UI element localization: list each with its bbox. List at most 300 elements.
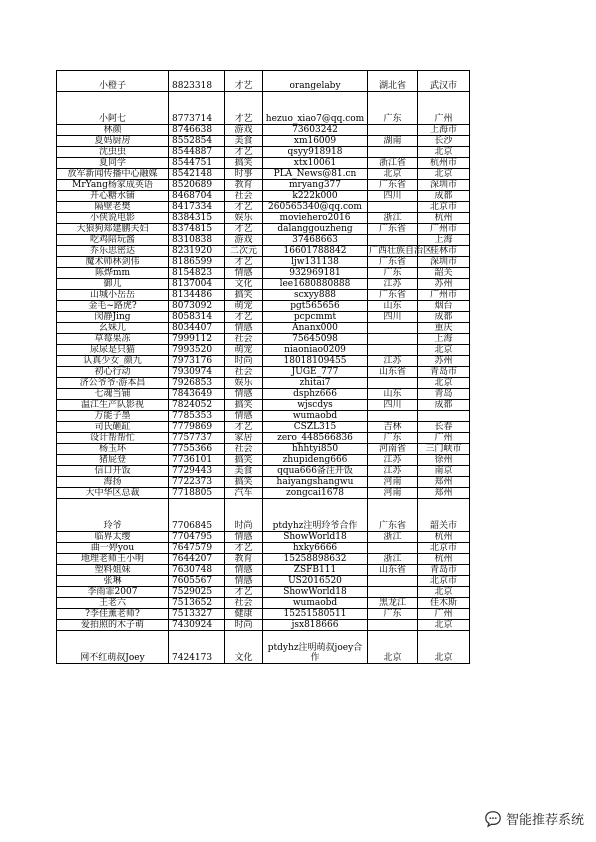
table-row bbox=[57, 125, 470, 136]
name-cell: 金毛~路虎? bbox=[57, 301, 169, 312]
name-cell: 沈虫虫 bbox=[57, 147, 169, 158]
id-cell: 7736101 bbox=[169, 455, 225, 466]
name-cell: 杨玉环 bbox=[57, 444, 169, 455]
province-cell: 四川 bbox=[368, 191, 418, 202]
id-cell: 8374815 bbox=[169, 224, 225, 235]
contact-cell: 932969181 bbox=[263, 268, 368, 279]
category-cell: 萌宠 bbox=[225, 301, 263, 312]
city-cell bbox=[418, 411, 470, 422]
city-cell: 成都 bbox=[418, 191, 470, 202]
city-cell: 北京 bbox=[418, 620, 470, 631]
id-cell: 8823318 bbox=[169, 71, 225, 92]
contact-cell: CSZL315 bbox=[263, 422, 368, 433]
name-cell: 初心行动 bbox=[57, 367, 169, 378]
city-cell: 成都 bbox=[418, 312, 470, 323]
province-cell bbox=[368, 323, 418, 334]
id-cell: 7973176 bbox=[169, 356, 225, 367]
name-cell: 温江生产队影视 bbox=[57, 400, 169, 411]
city-cell: 三门峡市 bbox=[418, 444, 470, 455]
contact-cell: scxyy888 bbox=[263, 290, 368, 301]
category-cell: 教育 bbox=[225, 180, 263, 191]
chat-bubble-icon bbox=[484, 810, 502, 828]
id-cell: 8384315 bbox=[169, 213, 225, 224]
table-row bbox=[57, 543, 470, 554]
category-cell: 才艺 bbox=[225, 312, 263, 323]
name-cell: 李雨霏2007 bbox=[57, 587, 169, 598]
province-cell: 黑龙江 bbox=[368, 598, 418, 609]
contact-cell: ptdyhz注明玲爷合作 bbox=[263, 499, 368, 532]
city-cell: 杭州市 bbox=[418, 158, 470, 169]
name-cell: 王老六 bbox=[57, 598, 169, 609]
category-cell: 文化 bbox=[225, 279, 263, 290]
province-cell: 四川 bbox=[368, 312, 418, 323]
contact-cell: k222k000 bbox=[263, 191, 368, 202]
table-row bbox=[57, 92, 470, 125]
contact-cell: 75645098 bbox=[263, 334, 368, 345]
city-cell: 苏州 bbox=[418, 356, 470, 367]
category-cell: 萌宠 bbox=[225, 345, 263, 356]
id-cell: 8544887 bbox=[169, 147, 225, 158]
city-cell: 长春 bbox=[418, 422, 470, 433]
id-cell: 7630748 bbox=[169, 565, 225, 576]
city-cell: 北京 bbox=[418, 587, 470, 598]
name-cell: 七魂当铺 bbox=[57, 389, 169, 400]
id-cell: 7785353 bbox=[169, 411, 225, 422]
contact-cell: wumaobd bbox=[263, 411, 368, 422]
province-cell bbox=[368, 235, 418, 246]
name-cell: 小橙子 bbox=[57, 71, 169, 92]
category-cell: 情感 bbox=[225, 268, 263, 279]
contact-cell: 37468663 bbox=[263, 235, 368, 246]
id-cell: 7993520 bbox=[169, 345, 225, 356]
id-cell: 7999112 bbox=[169, 334, 225, 345]
city-cell: 广州 bbox=[418, 92, 470, 125]
table-row bbox=[57, 422, 470, 433]
contact-cell: 18018109455 bbox=[263, 356, 368, 367]
contact-cell: pgt565656 bbox=[263, 301, 368, 312]
contact-cell: qsyy918918 bbox=[263, 147, 368, 158]
category-cell: 才艺 bbox=[225, 587, 263, 598]
id-cell: 7779869 bbox=[169, 422, 225, 433]
name-cell: 闵静Jing bbox=[57, 312, 169, 323]
table-row bbox=[57, 301, 470, 312]
name-cell: 海扬 bbox=[57, 477, 169, 488]
contact-cell: xm16009 bbox=[263, 136, 368, 147]
category-cell: 时事 bbox=[225, 169, 263, 180]
name-cell: 放军新闻传播中心融媒 bbox=[57, 169, 169, 180]
province-cell: 河南 bbox=[368, 488, 418, 499]
name-cell: 大中华区总裁 bbox=[57, 488, 169, 499]
category-cell: 教育 bbox=[225, 554, 263, 565]
city-cell: 徐州 bbox=[418, 455, 470, 466]
table-row bbox=[57, 378, 470, 389]
name-cell: 尿尿是只猫 bbox=[57, 345, 169, 356]
category-cell: 搞笑 bbox=[225, 477, 263, 488]
province-cell: 北京 bbox=[368, 631, 418, 664]
province-cell: 湖南 bbox=[368, 136, 418, 147]
province-cell bbox=[368, 334, 418, 345]
category-cell: 才艺 bbox=[225, 71, 263, 92]
id-cell: 8137004 bbox=[169, 279, 225, 290]
contact-cell: zongcai1678 bbox=[263, 488, 368, 499]
city-cell: 北京 bbox=[418, 378, 470, 389]
id-cell: 8073092 bbox=[169, 301, 225, 312]
province-cell: 江苏 bbox=[368, 279, 418, 290]
table-row bbox=[57, 312, 470, 323]
city-cell: 桂林市 bbox=[418, 246, 470, 257]
table-row bbox=[57, 235, 470, 246]
id-cell: 7722373 bbox=[169, 477, 225, 488]
table-row bbox=[57, 565, 470, 576]
name-cell: 认真少女_颜九 bbox=[57, 356, 169, 367]
city-cell: 长沙 bbox=[418, 136, 470, 147]
contact-cell: hxky6666 bbox=[263, 543, 368, 554]
id-cell: 8746638 bbox=[169, 125, 225, 136]
table-row bbox=[57, 455, 470, 466]
category-cell: 美食 bbox=[225, 136, 263, 147]
name-cell: 猪屁登 bbox=[57, 455, 169, 466]
province-cell bbox=[368, 587, 418, 598]
province-cell: 江苏 bbox=[368, 356, 418, 367]
city-cell: 杭州 bbox=[418, 213, 470, 224]
name-cell: 临界太缨 bbox=[57, 532, 169, 543]
category-cell: 时尚 bbox=[225, 356, 263, 367]
table-row bbox=[57, 554, 470, 565]
province-cell: 江苏 bbox=[368, 455, 418, 466]
table-row bbox=[57, 631, 470, 664]
id-cell: 7824052 bbox=[169, 400, 225, 411]
id-cell: 7843649 bbox=[169, 389, 225, 400]
city-cell: 郑州 bbox=[418, 477, 470, 488]
category-cell: 才艺 bbox=[225, 257, 263, 268]
name-cell: 小侠说电影 bbox=[57, 213, 169, 224]
city-cell: 上海 bbox=[418, 334, 470, 345]
id-cell: 8154823 bbox=[169, 268, 225, 279]
table-row bbox=[57, 499, 470, 532]
contact-cell: JUGE_777 bbox=[263, 367, 368, 378]
contact-cell: 73603242 bbox=[263, 125, 368, 136]
contact-cell: mryang377 bbox=[263, 180, 368, 191]
table-row bbox=[57, 290, 470, 301]
table-row bbox=[57, 598, 470, 609]
id-cell: 8544751 bbox=[169, 158, 225, 169]
city-cell: 青岛 bbox=[418, 389, 470, 400]
name-cell: 地理老师王小明 bbox=[57, 554, 169, 565]
category-cell: 情感 bbox=[225, 389, 263, 400]
city-cell: 北京 bbox=[418, 345, 470, 356]
category-cell: 才艺 bbox=[225, 224, 263, 235]
category-cell: 才艺 bbox=[225, 92, 263, 125]
id-cell: 8058314 bbox=[169, 312, 225, 323]
province-cell: 四川 bbox=[368, 400, 418, 411]
name-cell: 设计帮帮忙 bbox=[57, 433, 169, 444]
category-cell: 社会 bbox=[225, 367, 263, 378]
contact-cell: PLA_News@81.cn bbox=[263, 169, 368, 180]
province-cell: 河南 bbox=[368, 477, 418, 488]
province-cell bbox=[368, 543, 418, 554]
table-row bbox=[57, 158, 470, 169]
city-cell: 广州 bbox=[418, 433, 470, 444]
province-cell bbox=[368, 378, 418, 389]
id-cell: 8034407 bbox=[169, 323, 225, 334]
name-cell: 曲一婷you bbox=[57, 543, 169, 554]
category-cell: 情感 bbox=[225, 411, 263, 422]
category-cell: 时尚 bbox=[225, 620, 263, 631]
table-row bbox=[57, 389, 470, 400]
category-cell: 社会 bbox=[225, 191, 263, 202]
table-row bbox=[57, 257, 470, 268]
province-cell: 山东 bbox=[368, 389, 418, 400]
province-cell: 浙江省 bbox=[368, 158, 418, 169]
city-cell: 北京 bbox=[418, 631, 470, 664]
id-cell: 7757737 bbox=[169, 433, 225, 444]
province-cell: 河南省 bbox=[368, 444, 418, 455]
category-cell: 娱乐 bbox=[225, 378, 263, 389]
contact-cell: moviehero2016 bbox=[263, 213, 368, 224]
table-row bbox=[57, 488, 470, 499]
contact-cell: lee1680880888 bbox=[263, 279, 368, 290]
name-cell: 信口开饭 bbox=[57, 466, 169, 477]
province-cell: 浙江 bbox=[368, 532, 418, 543]
city-cell: 苏州 bbox=[418, 279, 470, 290]
province-cell bbox=[368, 202, 418, 213]
city-cell: 北京 bbox=[418, 147, 470, 158]
id-cell: 7930974 bbox=[169, 367, 225, 378]
name-cell: 吃鸡陪玩酱 bbox=[57, 235, 169, 246]
province-cell: 山东省 bbox=[368, 565, 418, 576]
contact-cell: ZSFB111 bbox=[263, 565, 368, 576]
name-cell: 陈烨mm bbox=[57, 268, 169, 279]
province-cell bbox=[368, 125, 418, 136]
table-row bbox=[57, 576, 470, 587]
table-row bbox=[57, 213, 470, 224]
table-row bbox=[57, 191, 470, 202]
city-cell: 北京市 bbox=[418, 202, 470, 213]
table-row bbox=[57, 224, 470, 235]
category-cell: 娱乐 bbox=[225, 213, 263, 224]
province-cell: 广东省 bbox=[368, 224, 418, 235]
id-cell: 7718805 bbox=[169, 488, 225, 499]
name-cell: 张琳 bbox=[57, 576, 169, 587]
table-row bbox=[57, 169, 470, 180]
name-cell: 乔乐思密达 bbox=[57, 246, 169, 257]
id-cell: 7513327 bbox=[169, 609, 225, 620]
id-cell: 7729443 bbox=[169, 466, 225, 477]
contact-cell: 260565340@qq.com bbox=[263, 202, 368, 213]
category-cell: 家居 bbox=[225, 433, 263, 444]
table-row bbox=[57, 180, 470, 191]
city-cell: 青岛市 bbox=[418, 565, 470, 576]
province-cell: 广西壮族自治区 bbox=[369, 246, 433, 256]
contact-cell: wjscdys bbox=[263, 400, 368, 411]
province-cell: 浙江 bbox=[368, 213, 418, 224]
city-cell: 广州市 bbox=[418, 224, 470, 235]
province-cell bbox=[368, 411, 418, 422]
province-cell: 广东 bbox=[368, 92, 418, 125]
name-cell: 大狼狗郑建鹏夫妇 bbox=[57, 224, 169, 235]
category-cell: 搞笑 bbox=[225, 400, 263, 411]
city-cell: 南京 bbox=[418, 466, 470, 477]
category-cell: 搞笑 bbox=[225, 158, 263, 169]
name-cell: 夏妈厨房 bbox=[57, 136, 169, 147]
contact-cell: qqua666备注开饭 bbox=[263, 466, 368, 477]
name-cell: 玲爷 bbox=[57, 499, 169, 532]
city-cell: 杭州 bbox=[418, 532, 470, 543]
city-cell: 广州市 bbox=[418, 290, 470, 301]
table-row bbox=[57, 466, 470, 477]
id-cell: 8231920 bbox=[169, 246, 225, 257]
province-cell: 北京 bbox=[368, 169, 418, 180]
city-cell: 深圳市 bbox=[418, 257, 470, 268]
province-cell: 广东省 bbox=[368, 180, 418, 191]
contact-cell: xtx10061 bbox=[263, 158, 368, 169]
id-cell: 7647579 bbox=[169, 543, 225, 554]
name-cell: 幺妹儿 bbox=[57, 323, 169, 334]
province-cell: 山东 bbox=[368, 301, 418, 312]
id-cell: 8542148 bbox=[169, 169, 225, 180]
table-row bbox=[57, 334, 470, 345]
table-row bbox=[57, 609, 470, 620]
name-cell: 司氏砸缸 bbox=[57, 422, 169, 433]
contact-cell: ShowWorld18 bbox=[263, 587, 368, 598]
category-cell: 才艺 bbox=[225, 422, 263, 433]
category-cell: 才艺 bbox=[225, 147, 263, 158]
name-cell: 草莓果冻 bbox=[57, 334, 169, 345]
name-cell: 万能子墨 bbox=[57, 411, 169, 422]
id-cell: 7755366 bbox=[169, 444, 225, 455]
province-cell bbox=[368, 147, 418, 158]
id-cell: 8417334 bbox=[169, 202, 225, 213]
name-cell: 开心糖水铺 bbox=[57, 191, 169, 202]
id-cell: 7644207 bbox=[169, 554, 225, 565]
city-cell: 韶关 bbox=[418, 268, 470, 279]
province-cell: 广东 bbox=[368, 268, 418, 279]
contact-cell: dsphz666 bbox=[263, 389, 368, 400]
table-row bbox=[57, 400, 470, 411]
province-cell bbox=[368, 620, 418, 631]
contact-cell: pcpcmmt bbox=[263, 312, 368, 323]
province-cell: 广东省 bbox=[368, 499, 418, 532]
influencer-table bbox=[56, 70, 470, 664]
province-cell: 湖北省 bbox=[368, 71, 418, 92]
id-cell: 7513652 bbox=[169, 598, 225, 609]
city-cell: 深圳市 bbox=[418, 180, 470, 191]
contact-cell: zero_448566836 bbox=[263, 433, 368, 444]
contact-cell: 16601788842 bbox=[263, 246, 368, 257]
table-row bbox=[57, 345, 470, 356]
province-cell: 山东省 bbox=[368, 367, 418, 378]
contact-cell: niaoniao0209 bbox=[263, 345, 368, 356]
category-cell: 社会 bbox=[225, 598, 263, 609]
id-cell: 7926853 bbox=[169, 378, 225, 389]
table-row bbox=[57, 367, 470, 378]
name-cell: MrYang杨家成英语 bbox=[57, 180, 169, 191]
watermark-text: 智能推荐系统 bbox=[505, 813, 584, 828]
category-cell: 情感 bbox=[225, 565, 263, 576]
category-cell: 二次元 bbox=[225, 246, 263, 257]
city-cell: 青岛市 bbox=[418, 367, 470, 378]
province-cell: 广东 bbox=[368, 609, 418, 620]
contact-cell: hezuo_xiao7@qq.com bbox=[263, 92, 368, 125]
city-cell: 郑州 bbox=[418, 488, 470, 499]
city-cell: 上海市 bbox=[418, 125, 470, 136]
province-cell: 广东省 bbox=[368, 257, 418, 268]
contact-cell: dalanggouzheng bbox=[263, 224, 368, 235]
table-row bbox=[57, 411, 470, 422]
category-cell: 美食 bbox=[225, 466, 263, 477]
name-cell: 塑料姐妹 bbox=[57, 565, 169, 576]
contact-cell: jsx818666 bbox=[263, 620, 368, 631]
table-row bbox=[57, 246, 470, 257]
contact-cell: haiyangshangwu bbox=[263, 477, 368, 488]
name-cell: 林颜 bbox=[57, 125, 169, 136]
name-cell: 网不红萌叔Joey bbox=[57, 631, 169, 664]
category-cell: 健康 bbox=[225, 609, 263, 620]
name-cell: 隔壁老樊 bbox=[57, 202, 169, 213]
province-cell: 吉林 bbox=[368, 422, 418, 433]
table-row bbox=[57, 444, 470, 455]
name-cell: 山城小岳岳 bbox=[57, 290, 169, 301]
id-cell: 8186599 bbox=[169, 257, 225, 268]
table-row bbox=[57, 136, 470, 147]
city-cell: 佳木斯 bbox=[418, 598, 470, 609]
table-row bbox=[57, 433, 470, 444]
table-row bbox=[57, 71, 470, 92]
city-cell: 重庆 bbox=[418, 323, 470, 334]
name-cell: 济公爷爷·游本昌 bbox=[57, 378, 169, 389]
contact-cell: Ananx000 bbox=[263, 323, 368, 334]
category-cell: 才艺 bbox=[225, 543, 263, 554]
province-cell: 浙江 bbox=[368, 554, 418, 565]
city-cell: 北京市 bbox=[418, 543, 470, 554]
table-row bbox=[57, 268, 470, 279]
category-cell: 情感 bbox=[225, 323, 263, 334]
contact-cell: ptdyhz注明萌叔joey合作 bbox=[263, 631, 368, 664]
id-cell: 8552854 bbox=[169, 136, 225, 147]
contact-cell: ljw131138 bbox=[263, 257, 368, 268]
city-cell: 广州 bbox=[418, 609, 470, 620]
name-cell: 御儿 bbox=[57, 279, 169, 290]
city-cell: 烟台 bbox=[418, 301, 470, 312]
contact-cell: 15251580511 bbox=[263, 609, 368, 620]
watermark bbox=[484, 809, 584, 828]
category-cell: 游戏 bbox=[225, 125, 263, 136]
category-cell: 汽车 bbox=[225, 488, 263, 499]
city-cell: 成都 bbox=[418, 400, 470, 411]
category-cell: 情感 bbox=[225, 532, 263, 543]
table-row bbox=[57, 620, 470, 631]
category-cell: 情感 bbox=[225, 576, 263, 587]
name-cell: 爱拍照的木子萌 bbox=[57, 620, 169, 631]
category-cell: 游戏 bbox=[225, 235, 263, 246]
id-cell: 8468704 bbox=[169, 191, 225, 202]
id-cell: 8520689 bbox=[169, 180, 225, 191]
category-cell: 搞笑 bbox=[225, 290, 263, 301]
city-cell: 北京 bbox=[418, 169, 470, 180]
city-cell: 杭州 bbox=[418, 554, 470, 565]
contact-cell: 15258898632 bbox=[263, 554, 368, 565]
province-cell: 广东 bbox=[368, 433, 418, 444]
city-cell: 韶关市 bbox=[418, 499, 470, 532]
table-row bbox=[57, 279, 470, 290]
table-row bbox=[57, 587, 470, 598]
contact-cell: orangelaby bbox=[263, 71, 368, 92]
category-cell: 文化 bbox=[225, 631, 263, 664]
table-row bbox=[57, 477, 470, 488]
id-cell: 7605567 bbox=[169, 576, 225, 587]
contact-cell: ShowWorld18 bbox=[263, 532, 368, 543]
table-row bbox=[57, 356, 470, 367]
